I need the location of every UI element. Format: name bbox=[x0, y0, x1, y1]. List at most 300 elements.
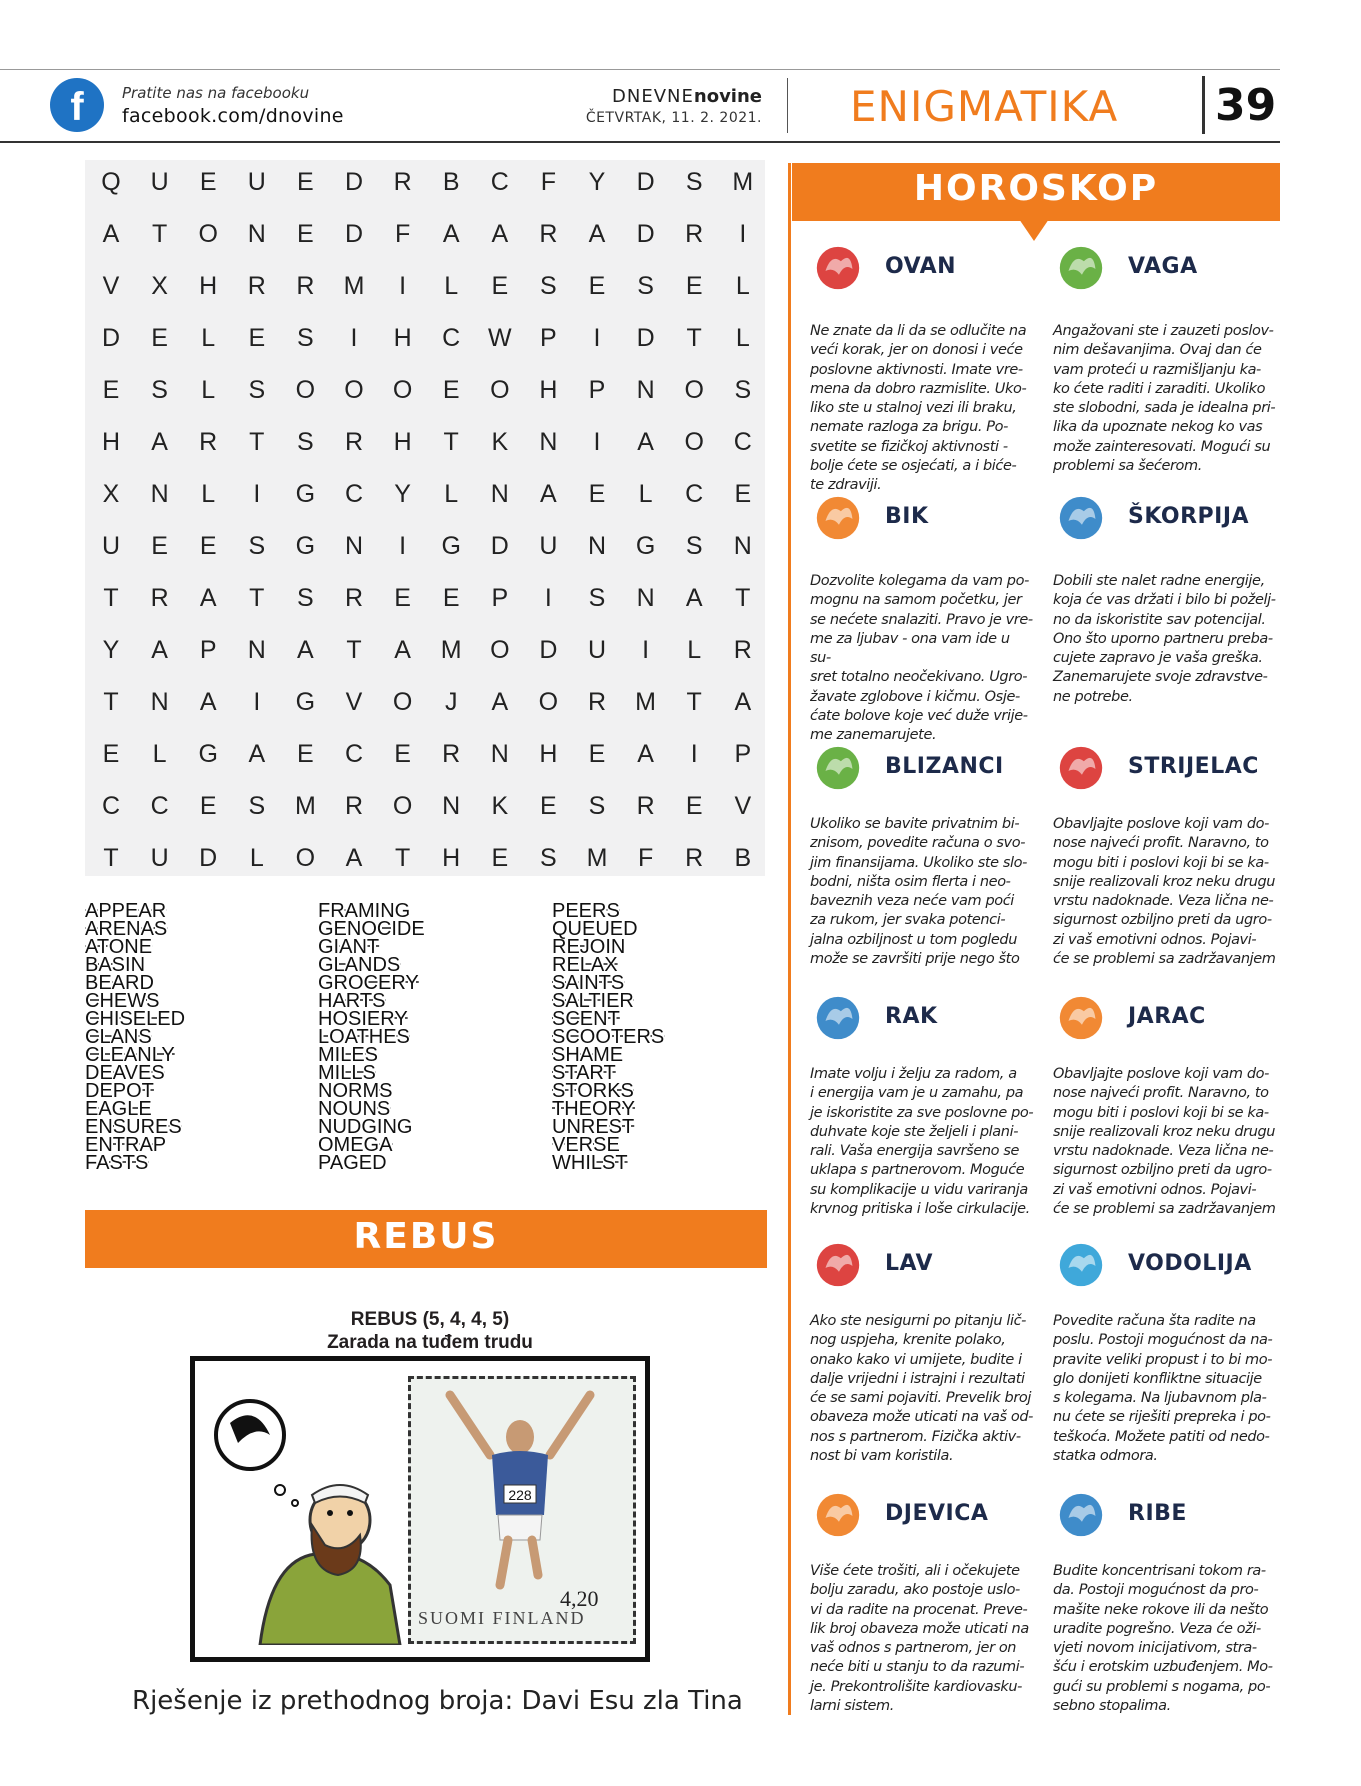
sign-description-line: da. Postoji mogućnost da pro- bbox=[1053, 1582, 1259, 1599]
grid-letter: N bbox=[150, 688, 169, 716]
word-list-item: ENTRAP bbox=[85, 1134, 167, 1156]
grid-letter: N bbox=[150, 480, 169, 508]
grid-letter: E bbox=[491, 272, 509, 300]
grid-letter: O bbox=[490, 376, 510, 404]
grid-letter: G bbox=[295, 532, 316, 560]
facebook-follow-text: Pratite nas na facebooku bbox=[122, 84, 310, 102]
grid-letter: X bbox=[151, 272, 168, 300]
sign-description-line: može zainteresovati. Mogući su bbox=[1053, 438, 1271, 455]
grid-letter: O bbox=[198, 220, 218, 248]
grid-letter: N bbox=[247, 220, 266, 248]
sign-description bbox=[810, 1312, 1034, 1466]
leo-icon bbox=[812, 1239, 864, 1291]
sign-description-line: mognu na samom početku, jer bbox=[810, 592, 1022, 609]
cartoon-man-illustration bbox=[200, 1395, 410, 1645]
grid-letter: L bbox=[444, 480, 459, 508]
sign-name: DJEVICA bbox=[885, 1501, 989, 1526]
sign-description-line: će se problemi sa zadržavanjem bbox=[1053, 1201, 1276, 1218]
grid-letter: S bbox=[588, 584, 606, 612]
sign-description-line: za rukom, jer svaka potenci- bbox=[810, 912, 1006, 929]
sign-description-line: vi da radite na procenat. Preve- bbox=[810, 1601, 1028, 1618]
grid-letter: A bbox=[637, 740, 654, 768]
grid-letter: O bbox=[392, 376, 413, 404]
grid-letter: H bbox=[539, 376, 558, 404]
grid-letter: T bbox=[103, 584, 119, 612]
sign-description-line: Ako ste nesigurni po pitanju lič- bbox=[810, 1313, 1027, 1329]
sign-description-line: te zdraviji. bbox=[810, 477, 882, 494]
word-list-item: BEARD bbox=[85, 972, 154, 994]
grid-letter: R bbox=[344, 428, 364, 456]
grid-letter: M bbox=[732, 168, 754, 196]
capricorn-icon bbox=[1055, 992, 1107, 1044]
grid-letter: E bbox=[199, 532, 217, 560]
grid-letter: O bbox=[684, 376, 704, 404]
grid-letter: D bbox=[539, 636, 558, 664]
sign-description-line: statka odmora. bbox=[1053, 1448, 1158, 1465]
grid-letter: M bbox=[294, 792, 316, 820]
grid-letter: Y bbox=[588, 168, 606, 196]
sign-description-line: vaš odnos s partnerom, jer on bbox=[810, 1640, 1017, 1657]
sign-name: BLIZANCI bbox=[885, 754, 1004, 779]
word-list-item: WHILST bbox=[552, 1152, 628, 1174]
grid-letter: K bbox=[491, 792, 509, 820]
sign-description-line: vjeti novom inicijativom, stra- bbox=[1053, 1640, 1257, 1657]
runner-bib-number: 228 bbox=[508, 1487, 532, 1503]
sign-description-line: zi vaš emotivni odnos. Pojavi- bbox=[1053, 931, 1257, 948]
grid-row bbox=[85, 784, 765, 836]
word-list-column-1 bbox=[85, 902, 185, 1172]
word-list-item: HOSIERY bbox=[318, 1008, 408, 1030]
grid-letter: R bbox=[685, 220, 704, 248]
sign-description-line: veći korak, jer on donosi i veće bbox=[810, 342, 1023, 359]
grid-letter: S bbox=[540, 844, 557, 872]
sign-description-line: koja će vas držati i bilo bi poželj- bbox=[1053, 592, 1276, 609]
sign-description-line: Dobili ste nalet radne energije, bbox=[1053, 573, 1265, 589]
grid-letter: A bbox=[442, 220, 460, 248]
grid-letter: T bbox=[735, 584, 751, 612]
grid-letter: E bbox=[297, 168, 314, 196]
grid-row bbox=[85, 628, 765, 680]
sign-description-line: duhvate koje ste željeli i plani- bbox=[810, 1123, 1019, 1140]
sign-description-line: ćate bolove koje već duže vrije- bbox=[810, 708, 1028, 725]
grid-letter: C bbox=[442, 324, 461, 352]
sign-description-line: glo donijeti konfliktne situacije bbox=[1053, 1370, 1262, 1387]
sign-description-line: nemate razloga za brigu. Po- bbox=[810, 419, 1008, 436]
grid-letter: M bbox=[343, 272, 365, 300]
horoscope-header-notch bbox=[1019, 219, 1049, 241]
word-list-item: OMEGA bbox=[318, 1134, 393, 1156]
grid-letter: K bbox=[491, 428, 509, 456]
man-eye bbox=[327, 1510, 333, 1516]
sign-description-line: me za ljubav - ona vam ide u su- bbox=[810, 630, 1010, 667]
sign-description bbox=[1053, 322, 1277, 476]
grid-letter: G bbox=[441, 532, 461, 560]
grid-letter: L bbox=[152, 740, 167, 768]
grid-letter: O bbox=[684, 428, 704, 456]
word-list-item: DEAVES bbox=[85, 1062, 165, 1084]
sign-description-line: lik broj obaveza može uticati na bbox=[810, 1620, 1029, 1637]
grid-letter: E bbox=[442, 376, 460, 404]
sign-description-line: krvnog pritiska i loše cirkulacije. bbox=[810, 1201, 1030, 1218]
grid-row bbox=[85, 576, 765, 628]
sign-description-line: šću i erotskim uzbuđenjem. Mo- bbox=[1053, 1659, 1273, 1676]
sign-description-line: no da iskoristite sav potencijal. bbox=[1053, 611, 1266, 628]
grid-letter: N bbox=[442, 792, 461, 820]
sign-description-line: cujete zapravo je vaša greška. bbox=[1053, 650, 1263, 667]
sign-description-line: nose najveći profit. Naravno, to bbox=[1053, 1085, 1269, 1102]
word-list-item: MILES bbox=[318, 1044, 379, 1066]
grid-letter: I bbox=[642, 636, 650, 664]
sign-description-line: nim dešavanjima. Ovaj dan će bbox=[1053, 342, 1262, 359]
grid-letter: N bbox=[587, 532, 607, 560]
grid-letter: I bbox=[739, 220, 747, 248]
sign-description-line: mena da dobro razmislite. Uko- bbox=[810, 380, 1027, 397]
grid-letter: L bbox=[687, 636, 702, 664]
sign-description-line: sigurnost ozbiljno preti da ugro- bbox=[1053, 912, 1272, 929]
grid-letter: D bbox=[344, 220, 364, 248]
horoscope-title: HOROSKOP bbox=[913, 168, 1159, 209]
sign-description-line: nu ćete se riješiti prepreka i po- bbox=[1053, 1409, 1271, 1426]
sign-description bbox=[810, 322, 1034, 496]
sign-description-line: lika da upoznate nekog ko vas bbox=[1053, 419, 1263, 436]
sign-description-line: baveznih veza neće vam poći bbox=[810, 893, 1014, 910]
pisces-icon bbox=[1055, 1489, 1107, 1541]
grid-letter: R bbox=[247, 272, 266, 300]
grid-letter: M bbox=[586, 844, 608, 872]
man-eye-right bbox=[347, 1510, 353, 1516]
grid-letter: U bbox=[539, 532, 558, 560]
word-list-item: SHAME bbox=[552, 1044, 624, 1066]
grid-letter: L bbox=[735, 272, 750, 300]
grid-letter: C bbox=[344, 740, 364, 768]
grid-letter: U bbox=[247, 168, 266, 196]
sign-name: ŠKORPIJA bbox=[1128, 504, 1250, 529]
word-list-item: UNREST bbox=[552, 1116, 635, 1138]
sign-description-line: i energija vam je u zamahu, pa bbox=[810, 1085, 1024, 1102]
sign-description-line: se nećete snalaziti. Pravo je vre- bbox=[810, 611, 1033, 628]
grid-letter: G bbox=[198, 740, 218, 768]
rebus-title: REBUS bbox=[353, 1216, 499, 1257]
grid-letter: N bbox=[490, 740, 509, 768]
sign-description-line: problemi sa šećerom. bbox=[1053, 458, 1202, 475]
rebus-heading-line-2: Zarada na tuđem trudu bbox=[327, 1332, 533, 1353]
runner-head bbox=[506, 1420, 534, 1454]
grid-letter: C bbox=[150, 792, 169, 820]
word-list-item: ARENAS bbox=[85, 918, 168, 940]
sagittarius-icon bbox=[1055, 742, 1107, 794]
grid-letter: A bbox=[297, 636, 314, 664]
sign-description-line: Budite koncentrisani tokom ra- bbox=[1053, 1563, 1266, 1579]
grid-letter: N bbox=[490, 480, 509, 508]
sign-description-line: pravite veliki propust i to bi mo- bbox=[1053, 1351, 1273, 1368]
sign-description-line: vrstu nadoknade. Veza lična ne- bbox=[1053, 893, 1274, 910]
grid-letter: T bbox=[103, 688, 119, 716]
grid-row bbox=[85, 368, 765, 420]
grid-letter: N bbox=[636, 584, 655, 612]
runner-illustration bbox=[420, 1385, 620, 1595]
grid-letter: U bbox=[150, 168, 169, 196]
word-list-item: ATONE bbox=[85, 936, 153, 958]
grid-letter: F bbox=[540, 168, 557, 196]
section-title: ENIGMATIKA bbox=[850, 82, 1119, 131]
sign-description-line: ko ćete raditi i zaraditi. Ukoliko bbox=[1053, 380, 1266, 397]
grid-letter: H bbox=[539, 740, 558, 768]
grid-letter: D bbox=[636, 220, 655, 248]
grid-letter: G bbox=[295, 688, 316, 716]
grid-letter: E bbox=[151, 532, 168, 560]
grid-letter: O bbox=[392, 688, 413, 716]
grid-letter: A bbox=[394, 636, 411, 664]
grid-letter: Q bbox=[101, 168, 121, 196]
grid-letter: I bbox=[593, 428, 601, 456]
grid-letter: A bbox=[248, 740, 266, 768]
sign-name: OVAN bbox=[885, 254, 957, 279]
grid-letter: I bbox=[399, 532, 407, 560]
grid-letter: F bbox=[394, 220, 411, 248]
grid-letter: I bbox=[399, 272, 407, 300]
grid-letter: O bbox=[295, 844, 316, 872]
grid-letter: A bbox=[345, 844, 363, 872]
grid-letter: S bbox=[588, 792, 606, 820]
grid-letter: O bbox=[344, 376, 364, 404]
grid-letter: D bbox=[101, 324, 121, 352]
grid-letter: F bbox=[637, 844, 654, 872]
grid-letter: E bbox=[588, 272, 606, 300]
grid-letter: P bbox=[588, 376, 606, 404]
aquarius-icon bbox=[1055, 1239, 1107, 1291]
grid-letter: S bbox=[685, 532, 703, 560]
grid-row bbox=[85, 316, 765, 368]
sign-name: VODOLIJA bbox=[1128, 1251, 1252, 1276]
grid-letter: O bbox=[490, 636, 510, 664]
sign-description-line: žavate zglobove i kičmu. Osje- bbox=[810, 688, 1020, 705]
sign-description bbox=[810, 1562, 1034, 1716]
grid-letter: H bbox=[393, 428, 412, 456]
thought-bubble bbox=[216, 1401, 284, 1469]
sign-description-line: je. Prekontrolišite kardiovasku- bbox=[810, 1678, 1023, 1695]
sign-description-line: Zanemarujete svoje zdravstve- bbox=[1053, 669, 1268, 686]
grid-letter: B bbox=[442, 168, 460, 196]
sign-description-line: će se sami pojaviti. Prevelik broj bbox=[810, 1390, 1031, 1407]
sign-description-line: snije realizovali kroz neku drugu bbox=[1053, 1123, 1276, 1140]
word-list-item: CHEWS bbox=[85, 990, 160, 1012]
grid-letter: C bbox=[344, 480, 364, 508]
sign-description-line: Obavljajte poslove koji vam do- bbox=[1053, 1066, 1269, 1082]
grid-row bbox=[85, 420, 765, 472]
grid-letter: S bbox=[297, 428, 314, 456]
word-list-item: SAINTS bbox=[552, 972, 625, 994]
sign-description bbox=[1053, 1562, 1277, 1716]
sign-name: BIK bbox=[885, 504, 929, 529]
word-list-item: PAGED bbox=[318, 1152, 387, 1174]
word-list-item: NUDGING bbox=[318, 1116, 413, 1138]
grid-letter: R bbox=[393, 168, 412, 196]
sign-description-line: vrstu nadoknade. Veza lična ne- bbox=[1053, 1143, 1274, 1160]
sign-description-line: bolje ćete se osjećati, a i biće- bbox=[810, 458, 1017, 475]
sign-description-line: Obavljajte poslove koji vam do- bbox=[1053, 816, 1269, 832]
sign-description-line: Ukoliko se bavite privatnim bi- bbox=[810, 816, 1020, 832]
grid-letter: S bbox=[297, 584, 314, 612]
grid-letter: D bbox=[490, 532, 509, 560]
sign-description bbox=[810, 1065, 1034, 1219]
previous-solution: Rješenje iz prethodnog broja: Davi Esu zla Tina bbox=[132, 1686, 743, 1716]
aries-icon bbox=[812, 242, 864, 294]
grid-letter: O bbox=[392, 792, 413, 820]
sign-description bbox=[1053, 1065, 1277, 1219]
grid-row bbox=[85, 472, 765, 524]
grid-letter: C bbox=[685, 480, 704, 508]
sign-description-line: liko ste u stalnoj vezi ili braku, bbox=[810, 400, 1017, 417]
grid-letter: I bbox=[350, 324, 358, 352]
grid-letter: E bbox=[734, 480, 752, 508]
grid-letter: E bbox=[491, 844, 509, 872]
sign-name: STRIJELAC bbox=[1128, 754, 1259, 779]
grid-letter: E bbox=[394, 740, 411, 768]
word-list-item: DEPOT bbox=[85, 1080, 154, 1102]
sign-description-line: sret totalno neočekivano. Ugro- bbox=[810, 669, 1028, 686]
grid-letter: S bbox=[734, 376, 752, 404]
grid-letter: H bbox=[393, 324, 412, 352]
issue-date: ČETVRTAK, 11. 2. 2021. bbox=[585, 110, 762, 126]
grid-letter: T bbox=[249, 428, 265, 456]
grid-letter: T bbox=[686, 324, 702, 352]
sign-name: RIBE bbox=[1128, 1501, 1187, 1526]
word-search-grid bbox=[85, 160, 765, 876]
grid-letter: P bbox=[491, 584, 509, 612]
sign-description-line: Ono što uporno partneru preba- bbox=[1053, 630, 1273, 647]
word-list-item: REJOIN bbox=[552, 936, 626, 958]
grid-letter: U bbox=[101, 532, 121, 560]
grid-row bbox=[85, 836, 765, 888]
sign-description bbox=[1053, 572, 1277, 707]
grid-letter: E bbox=[199, 168, 217, 196]
word-list-column-3 bbox=[552, 902, 664, 1172]
grid-letter: N bbox=[247, 636, 266, 664]
grid-letter: I bbox=[690, 740, 698, 768]
sign-description-line: uradite pogrešno. Veza će oži- bbox=[1053, 1620, 1261, 1637]
grid-letter: I bbox=[544, 584, 552, 612]
grid-letter: G bbox=[295, 480, 316, 508]
sign-description-line: rali. Vaša energija savršeno se bbox=[810, 1143, 1020, 1160]
sign-description-line: vam proteći u razmišljanju ka- bbox=[1053, 361, 1261, 378]
grid-letter: A bbox=[491, 220, 509, 248]
word-list-item: SALTIER bbox=[552, 990, 634, 1012]
grid-letter: U bbox=[587, 636, 607, 664]
grid-letter: T bbox=[394, 844, 411, 872]
sign-description-line: gući su problemi s nogama, po- bbox=[1053, 1678, 1271, 1695]
sign-description-line: je iskoristite za sve poslovne po- bbox=[810, 1104, 1034, 1121]
grid-letter: H bbox=[442, 844, 461, 872]
word-list-item: NOUNS bbox=[318, 1098, 391, 1120]
grid-letter: I bbox=[253, 688, 261, 716]
grid-letter: Y bbox=[102, 636, 120, 664]
grid-letter: R bbox=[199, 428, 218, 456]
sign-description bbox=[810, 572, 1034, 746]
word-list-item: STORKS bbox=[552, 1080, 634, 1102]
thought-dot bbox=[275, 1485, 285, 1495]
grid-letter: O bbox=[295, 376, 316, 404]
grid-letter: V bbox=[734, 792, 752, 820]
sign-description-line: s kolegama. Na ljubavnom pla- bbox=[1053, 1390, 1267, 1407]
grid-row bbox=[85, 732, 765, 784]
grid-letter: A bbox=[151, 428, 168, 456]
grid-row bbox=[85, 160, 765, 212]
libra-icon bbox=[1055, 242, 1107, 294]
grid-letter: S bbox=[248, 532, 266, 560]
grid-row bbox=[85, 264, 765, 316]
grid-letter: A bbox=[637, 428, 654, 456]
grid-letter: Y bbox=[394, 480, 411, 508]
sign-description-line: mogu biti i poslovi koji bi se ka- bbox=[1053, 1104, 1269, 1121]
grid-letter: D bbox=[636, 324, 655, 352]
grid-letter: S bbox=[297, 324, 314, 352]
sign-description-line: sebno stopalima. bbox=[1053, 1698, 1171, 1715]
word-list-item: EAGLE bbox=[85, 1098, 152, 1120]
sign-description-line: može se završiti prije nego što bbox=[810, 951, 1020, 968]
stamp-value: 4,20 bbox=[560, 1586, 599, 1611]
sign-description-line: mašite neke rokove ili da nešto bbox=[1053, 1601, 1269, 1618]
gemini-icon bbox=[812, 742, 864, 794]
grid-letter: C bbox=[733, 428, 752, 456]
sign-description-line: ne potrebe. bbox=[1053, 688, 1133, 705]
grid-letter: W bbox=[487, 324, 512, 352]
taurus-icon bbox=[812, 492, 864, 544]
facebook-url[interactable]: facebook.com/dnovine bbox=[122, 105, 344, 127]
grid-letter: E bbox=[588, 480, 606, 508]
grid-letter: R bbox=[296, 272, 315, 300]
grid-letter: A bbox=[685, 584, 703, 612]
grid-letter: R bbox=[587, 688, 607, 716]
horoscope-frame-line bbox=[788, 163, 791, 1715]
sign-description-line: ste slobodni, sada je idealna pri- bbox=[1053, 400, 1276, 417]
sign-description-line: jim finansijama. Ukoliko ste slo- bbox=[810, 854, 1027, 871]
sign-description-line: Ne znate da li da se odlučite na bbox=[810, 323, 1027, 339]
grid-row bbox=[85, 212, 765, 264]
runner-shirt bbox=[492, 1451, 548, 1515]
sign-description-line: znisom, povedite računa o svo- bbox=[810, 835, 1026, 852]
grid-letter: M bbox=[635, 688, 656, 716]
runner-shorts bbox=[498, 1515, 542, 1540]
grid-letter: R bbox=[733, 636, 752, 664]
sign-description-line: teškoća. Možete patiti od nedo- bbox=[1053, 1428, 1270, 1445]
grid-letter: U bbox=[150, 844, 169, 872]
word-list-item: GROCERY bbox=[318, 972, 419, 994]
sign-description-line: sigurnost ozbiljno preti da ugro- bbox=[1053, 1162, 1272, 1179]
word-list-item: MILLS bbox=[318, 1062, 376, 1084]
cancer-icon bbox=[812, 992, 864, 1044]
grid-letter: E bbox=[102, 376, 120, 404]
word-list-item: NORMS bbox=[318, 1080, 393, 1102]
grid-letter: J bbox=[444, 688, 458, 716]
sign-description-line: jalna ozbiljnost u tom pogledu bbox=[810, 931, 1018, 948]
word-list-item: APPEAR bbox=[85, 900, 167, 922]
sign-description-line: poslu. Postoji mogućnost da na- bbox=[1053, 1332, 1273, 1349]
sign-description-line: bodni, ništa osim flerta i neo- bbox=[810, 873, 1011, 890]
sign-description-line: Povedite računa šta radite na bbox=[1053, 1313, 1256, 1329]
grid-letter: E bbox=[685, 272, 703, 300]
grid-letter: H bbox=[199, 272, 218, 300]
grid-letter: I bbox=[253, 480, 261, 508]
grid-letter: A bbox=[102, 220, 120, 248]
grid-letter: S bbox=[248, 376, 266, 404]
rebus-heading-line-1: REBUS (5, 4, 4, 5) bbox=[350, 1309, 510, 1330]
facebook-icon[interactable]: f bbox=[50, 78, 104, 132]
sign-description-line: me zanemarujete. bbox=[810, 727, 937, 744]
grid-letter: A bbox=[588, 220, 606, 248]
grid-letter: A bbox=[540, 480, 557, 508]
grid-letter: L bbox=[249, 844, 264, 872]
sign-description-line: Imate volju i želju za radom, a bbox=[810, 1066, 1017, 1082]
